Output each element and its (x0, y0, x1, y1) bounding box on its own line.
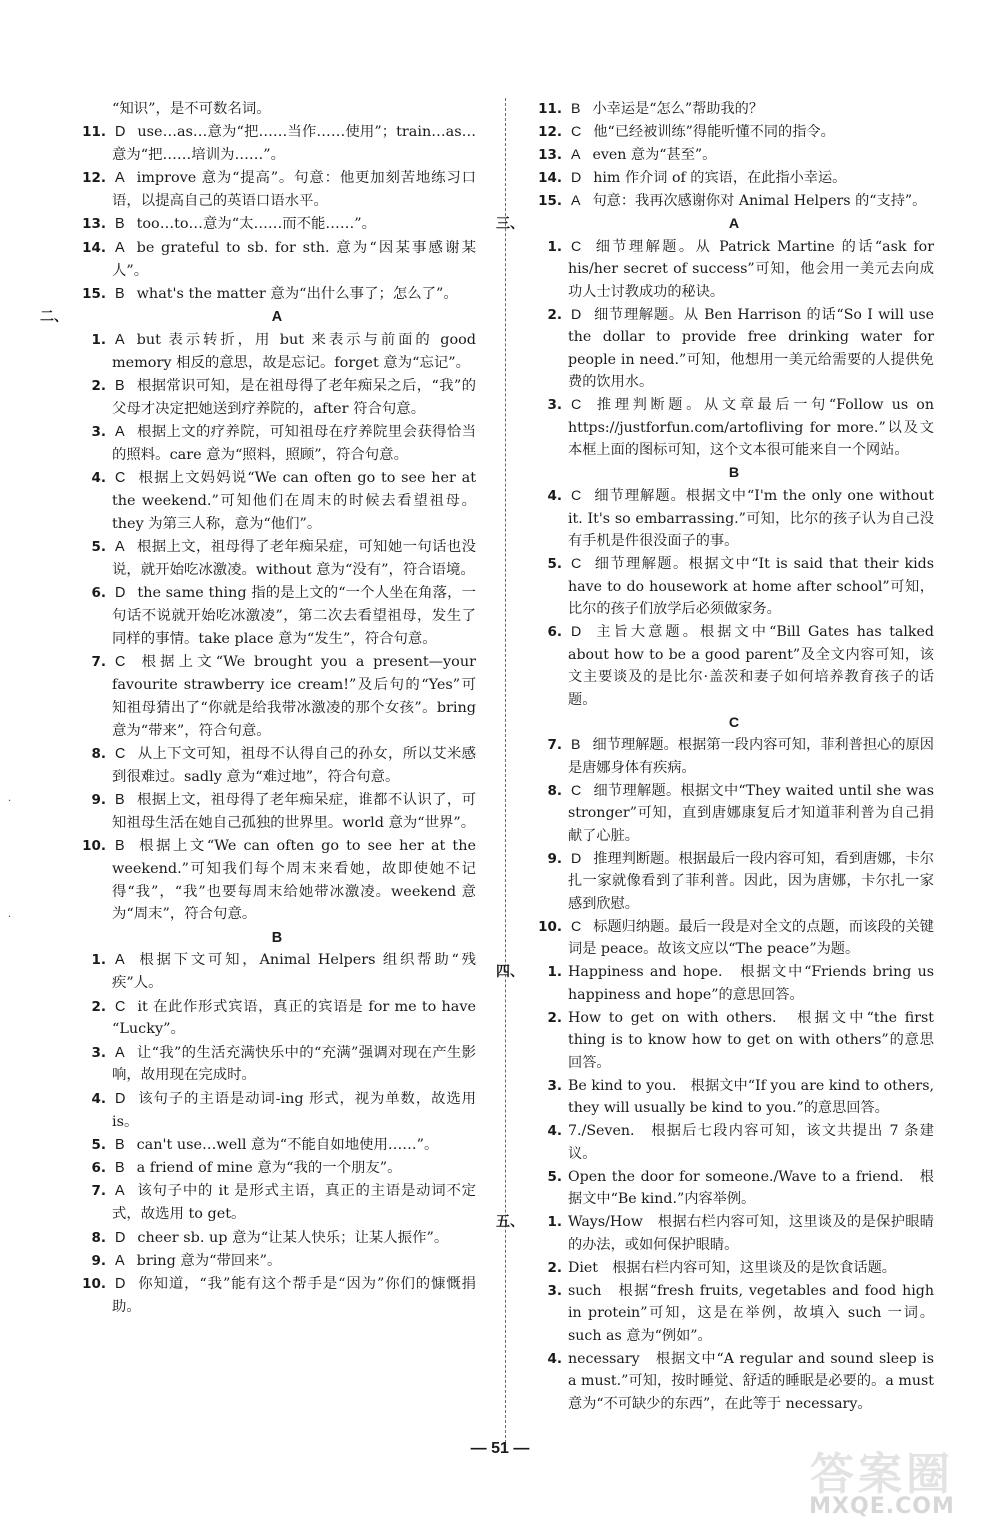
answer-letter: B (571, 737, 581, 754)
explanation-text: use…as…意为“把……当作……使用”；train…as…意为“把……培训为……”。 (112, 124, 476, 164)
explanation-text: 根据上文的疗养院，可知祖母在疗养院里会获得恰当的照料。care 意为“照料，照顾”，符合句意。 (112, 424, 476, 463)
answer-letter: D (115, 1276, 126, 1293)
answer-letter: B (571, 101, 581, 117)
answer-letter: D (115, 585, 126, 602)
answer-item (78, 743, 476, 789)
question-number: 11. (538, 101, 562, 117)
question-number: 13. (538, 147, 562, 163)
subsection-head: C (728, 714, 740, 731)
answer-item (534, 98, 934, 121)
answer-letter: C (571, 556, 582, 573)
answer-item (534, 485, 934, 553)
answer-letter: B (115, 378, 125, 395)
answer-letter: A (115, 1252, 125, 1269)
explanation-text: Diet 根据右栏内容可知，这里谈及的是饮食话题。 (568, 1259, 896, 1276)
watermark-logo-text: 答案圈 (810, 1449, 954, 1500)
answer-letter: D (571, 170, 582, 186)
answer-letter: D (115, 1229, 126, 1246)
explanation-text: 推理判断题。从文章最后一句“Follow us on https://justforfun.com/artofliving for more.”以及文本框上面的图标可知，这个文本很可能来自一个网站。 (568, 397, 934, 459)
explanation-text: 你知道，“我”能有这个帮手是“因为”你们的慷慨捐助。 (112, 1276, 476, 1315)
subsection-head: A (271, 309, 283, 326)
answer-letter: A (115, 239, 125, 256)
question-number: 1. (547, 964, 562, 981)
question-number: 14. (82, 239, 106, 256)
explanation-text: 根据常识可知，是在祖母得了老年痴呆之后，“我”的父母才决定把她送到疗养院的，after 符合句意。 (112, 378, 476, 417)
explanation-text: a friend of mine 意为“我的一个朋友”。 (136, 1160, 402, 1177)
answer-letter: D (571, 850, 582, 867)
answer-letter: C (115, 745, 126, 762)
answer-item (78, 835, 476, 926)
explanation-text: “知识”，是不可数名词。 (112, 101, 271, 117)
answer-item (78, 651, 476, 742)
section-2-B-items (78, 949, 476, 1318)
question-number: 6. (91, 1160, 106, 1177)
explanation-text: be grateful to sb. for sth. 意为“因某事感谢某人”。 (112, 239, 476, 279)
question-number: 3. (547, 397, 562, 414)
answer-letter: A (115, 1183, 125, 1200)
subsection-head: A (728, 216, 740, 232)
right-pre-items (534, 98, 934, 213)
answer-item (78, 1157, 476, 1180)
explanation-text: can't use…well 意为“不能自如地使用……”。 (136, 1136, 439, 1153)
explanation-text: 细节理解题。从 Patrick Martine 的话“ask for his/her secret of success”可知，他会用一美元去向成功人士讨教成功的秘诀。 (568, 238, 934, 300)
explanation-text: 根据上文，祖母得了老年痴呆症，可知她一句话也没说，就开始吃冰激凌。without 意为“没有”，符合语境。 (112, 539, 476, 578)
answer-item (534, 780, 934, 848)
answer-item (534, 848, 934, 916)
question-number: 8. (547, 782, 562, 799)
explanation-text: 从上下文可知，祖母不认得自己的孙女，所以艾米感到很难过。sadly 意为“难过地”，符合句意。 (112, 745, 476, 785)
explanation-text: 根据上文“We brought you a present—your favourite strawberry ice cream!”及后句的“Yes”可知祖母猜出了“你就是给我带冰激凌的那个女孩”。bring 意为“带来”，符合句意。 (112, 654, 476, 739)
answer-letter: C (571, 488, 582, 505)
explanation-text: Be kind to you. 根据文中“If you are kind to others, they will usually be kind to you.”的意思回答。 (568, 1077, 934, 1117)
question-number: 2. (547, 1259, 562, 1276)
explanation-text: 根据下文可知，Animal Helpers 组织帮助“残疾”人。 (112, 952, 476, 992)
question-number: 12. (538, 124, 562, 140)
question-number: 1. (547, 238, 562, 255)
question-number: 9. (91, 791, 106, 808)
answer-letter: A (115, 952, 125, 969)
answer-item (534, 1257, 934, 1280)
answer-item (78, 1088, 476, 1134)
answer-item (78, 1250, 476, 1273)
answer-item (496, 1211, 934, 1256)
answer-item (534, 394, 934, 462)
explanation-text: How to get on with others. 根据文中“the first thing is to know how to get on with others”的意思回答。 (568, 1009, 934, 1071)
answer-letter: A (115, 170, 125, 187)
section-label: 四、 (496, 964, 524, 981)
answer-item (534, 144, 934, 167)
explanation-text: Happiness and hope. 根据文中“Friends bring us happiness and hope”的意思回答。 (568, 964, 934, 1003)
answer-item (534, 1166, 934, 1211)
answer-item (534, 190, 934, 213)
column-divider (505, 98, 507, 1443)
answer-item (534, 167, 934, 190)
answer-letter: B (115, 216, 125, 233)
explanation-text: 根据上文妈妈说“We can often go to see her at the weekend.”可知他们在周末的时候去看望祖母。they 为第三人称，意为“他们”。 (112, 470, 476, 532)
watermark-logo (782, 1438, 982, 1520)
answer-item (78, 996, 476, 1042)
answer-letter: A (115, 1044, 125, 1061)
answer-item (534, 734, 934, 779)
question-number: 9. (547, 850, 562, 867)
question-number: 10. (82, 1276, 106, 1293)
answer-letter: A (115, 539, 125, 556)
answer-letter: C (115, 654, 126, 671)
explanation-text: 根据上文“We can often go to see her at the weekend.”可知我们每个周末来看她，故即使她不记得“我”，“我”也要每周末给她带冰激凌。weekend 意为“周末”，符合句意。 (112, 838, 476, 923)
question-number: 4. (547, 1123, 562, 1140)
section-3-C-items (534, 734, 934, 961)
answer-item (78, 329, 476, 375)
question-number: 3. (547, 1282, 562, 1299)
explanation-text: Open the door for someone./Wave to a friend. 根据文中“Be kind.”内容举例。 (568, 1168, 934, 1208)
explanation-text: 细节理解题。根据文中“I'm the only one without it. It's so embarrassing.”可知，比尔的孩子认为自己没有手机是件很没面子的事。 (568, 488, 934, 550)
explanation-text: 该句子的主语是动词-ing 形式，视为单数，故选用 is。 (112, 1090, 476, 1130)
explanation-text: 细节理解题。从 Ben Harrison 的话“So I will use the dollar to provide free drinking water for people in need.”可知，他想用一美元给需要的人提供免费的饮用水。 (568, 306, 934, 391)
explanation-text: even 意为“甚至”。 (592, 147, 717, 163)
question-number: 15. (82, 285, 106, 302)
section-5 (496, 1211, 934, 1415)
answer-item (78, 421, 476, 467)
answer-item (534, 1007, 934, 1075)
answer-letter: A (115, 424, 125, 441)
answer-item (534, 236, 934, 304)
question-number: 15. (538, 193, 562, 209)
explanation-text: such 根据“fresh fruits, vegetables and food high in protein”可知，这是在举例，故填入 such 一词。such as 意为“例如”。 (568, 1282, 934, 1344)
question-number: 14. (538, 170, 562, 186)
answer-item (78, 467, 476, 535)
section-label: 三、 (496, 216, 524, 232)
question-number: 8. (91, 1229, 106, 1246)
explanation-text: 细节理解题。根据文中“They waited until she was stronger”可知，直到唐娜康复后才知道菲利普为自己捐献了心脏。 (568, 782, 934, 844)
answer-item (534, 304, 934, 394)
answer-item (78, 1134, 476, 1157)
question-number: 2. (547, 306, 562, 323)
explanation-text: but 表示转折，用 but 来表示与前面的 good memory 相反的意思，故是忘记。forget 意为“忘记”。 (112, 331, 476, 371)
answer-item (534, 621, 934, 711)
section-label: 二、 (40, 309, 68, 326)
answer-item (534, 916, 934, 961)
question-number: 3. (91, 424, 106, 441)
question-number: 2. (91, 378, 106, 395)
explanation-text: 细节理解题。根据文中“It is said that their kids have to do housework at home after school”可知，比尔的孩子们放学后必须做家务。 (568, 556, 934, 618)
answer-letter: C (571, 238, 582, 255)
explanation-text: 句意：我再次感谢你对 Animal Helpers 的“支持”。 (592, 193, 927, 209)
question-number: 6. (91, 585, 106, 602)
question-number: 8. (91, 745, 106, 762)
answer-item (78, 582, 476, 650)
question-number: 4. (91, 470, 106, 487)
question-number: 11. (82, 124, 106, 141)
explanation-text: 7./Seven. 根据后七段内容可知，该文共提出 7 条建议。 (568, 1123, 934, 1162)
explanation-text: him 作介词 of 的宾语，在此指小幸运。 (593, 170, 847, 186)
answer-item (78, 283, 476, 306)
question-number: 1. (547, 1214, 562, 1231)
answer-letter: A (571, 193, 581, 209)
explanation-text: 他“已经被训练”得能听懂不同的指令。 (593, 124, 835, 140)
explanation-text: it 在此作形式宾语，真正的宾语是 for me to have “Lucky”。 (112, 998, 476, 1038)
answer-letter: B (115, 285, 125, 302)
explanation-text: 让“我”的生活充满快乐中的“充满”强调对现在产生影响，故用现在完成时。 (112, 1044, 476, 1084)
answer-letter: C (571, 918, 582, 935)
question-number: 3. (547, 1077, 562, 1094)
explanation-text: improve 意为“提高”。句意：他更加刻苦地练习口语，以提高自己的英语口语水平。 (112, 170, 476, 210)
explanation-text: what's the matter 意为“出什么事了；怎么了”。 (136, 285, 458, 302)
answer-item (496, 961, 934, 1006)
answer-letter: B (115, 791, 125, 808)
answer-letter: D (115, 124, 126, 141)
left-pre-items (78, 98, 476, 306)
answer-item (78, 121, 476, 167)
question-number: 1. (91, 331, 106, 348)
question-number: 5. (547, 1168, 562, 1185)
scan-mark: · (8, 796, 12, 807)
left-column (40, 98, 476, 1319)
answer-letter: B (115, 838, 125, 854)
section-4 (496, 961, 934, 1211)
explanation-text: 该句子中的 it 是形式主语，真正的主语是动词不定式，故选用 to get。 (112, 1183, 476, 1223)
explanation-text: 主旨大意题。根据文中“Bill Gates has talked about how to be a good parent”及全文内容可知，该文主要谈及的是比尔·盖茨和妻子如何培养教育孩子的话题。 (568, 624, 934, 708)
question-number: 6. (547, 624, 562, 641)
answer-item (78, 536, 476, 582)
answer-letter: D (115, 1090, 126, 1107)
answer-letter: D (571, 306, 582, 323)
question-number: 13. (82, 216, 106, 233)
section-2-A-items (78, 329, 476, 926)
question-number: 7. (547, 737, 562, 754)
answer-item (78, 1042, 476, 1088)
answer-item (534, 1120, 934, 1165)
explanation-text: the same thing 指的是上文的“一个人坐在角落，一句话不说就开始吃冰激凌”，第二次去看望祖母，发生了同样的事情。take place 意为“发生”，符合句意。 (112, 585, 476, 647)
explanation-text: 细节理解题。根据第一段内容可知，菲利普担心的原因是唐娜身体有疾病。 (568, 737, 934, 776)
answer-letter: B (115, 1136, 125, 1153)
answer-item (78, 789, 476, 835)
question-number: 5. (91, 539, 106, 556)
answer-item (534, 1075, 934, 1120)
explanation-text: cheer sb. up 意为“让某人快乐；让某人振作”。 (137, 1229, 449, 1246)
explanation-text: necessary 根据文中“A regular and sound sleep is a must.”可知，按时睡觉、舒适的睡眠是必要的。a must 意为“不可缺少的东西”，在此等于 necessary。 (568, 1350, 934, 1412)
answer-item (534, 553, 934, 621)
question-number: 4. (547, 1350, 562, 1367)
watermark-site: MXQE.COM (809, 1494, 955, 1519)
page-number: — 51 — (470, 1440, 530, 1457)
answer-item (534, 1280, 934, 1348)
answer-item (78, 375, 476, 421)
answer-item (78, 1227, 476, 1250)
question-number: 5. (547, 556, 562, 573)
answer-letter: C (571, 124, 582, 140)
question-number: 3. (91, 1044, 106, 1061)
question-number: 2. (547, 1009, 562, 1026)
section-3-A-items (534, 236, 934, 462)
answer-letter: A (571, 147, 581, 163)
question-number: 10. (538, 918, 562, 935)
answer-item (534, 121, 934, 144)
question-number: 4. (547, 488, 562, 505)
explanation-text: 根据上文，祖母得了老年痴呆症，谁都不认识了，可知祖母生活在她自己孤独的世界里。world 意为“世界”。 (112, 791, 476, 831)
section-3-header (496, 213, 934, 236)
subsection-head: B (728, 465, 740, 482)
question-number: 12. (82, 170, 106, 187)
question-number: 10. (82, 838, 106, 854)
question-number: 4. (91, 1090, 106, 1107)
answer-letter: C (115, 998, 126, 1015)
answer-item (78, 237, 476, 283)
answer-item (78, 1180, 476, 1226)
section-2-header (40, 306, 476, 329)
question-number: 7. (91, 654, 106, 671)
section-3-B-items (534, 485, 934, 711)
explanation-text: too…to…意为“太……而不能……”。 (136, 216, 376, 233)
question-number: 1. (91, 952, 106, 969)
question-number: 5. (91, 1136, 106, 1153)
explanation-text: 小幸运是“怎么”帮助我的？ (592, 101, 764, 117)
answer-letter: C (571, 397, 582, 414)
explanation-text: bring 意为“带回来”。 (136, 1252, 282, 1269)
answer-letter: D (571, 624, 582, 641)
explanation-text: 标题归纳题。最后一段是对全文的点题，而该段的关键词是 peace。故该文应以“The peace”为题。 (568, 918, 934, 958)
answer-item (78, 213, 476, 236)
answer-item (78, 167, 476, 213)
right-column (496, 98, 934, 1416)
answer-letter: C (115, 470, 126, 487)
explanation-text: Ways/How 根据右栏内容可知，这里谈及的是保护眼睛的办法，或如何保护眼睛。 (568, 1214, 934, 1253)
answer-letter: A (115, 331, 125, 348)
answer-letter: B (115, 1160, 125, 1177)
answer-letter: C (571, 782, 582, 799)
question-number: 2. (91, 998, 106, 1015)
scan-mark: · (8, 912, 12, 923)
answer-item (78, 1273, 476, 1319)
section-label: 五、 (496, 1214, 524, 1231)
question-number: 9. (91, 1252, 106, 1269)
explanation-text: 推理判断题。根据最后一段内容可知，看到唐娜，卡尔扎一家就像看到了菲利普。因此，因为唐娜，卡尔扎一家感到欣慰。 (568, 850, 934, 912)
answer-item (534, 1348, 934, 1416)
answer-item (78, 98, 476, 121)
subsection-head: B (271, 929, 283, 946)
answer-item (78, 949, 476, 995)
question-number: 7. (91, 1183, 106, 1200)
